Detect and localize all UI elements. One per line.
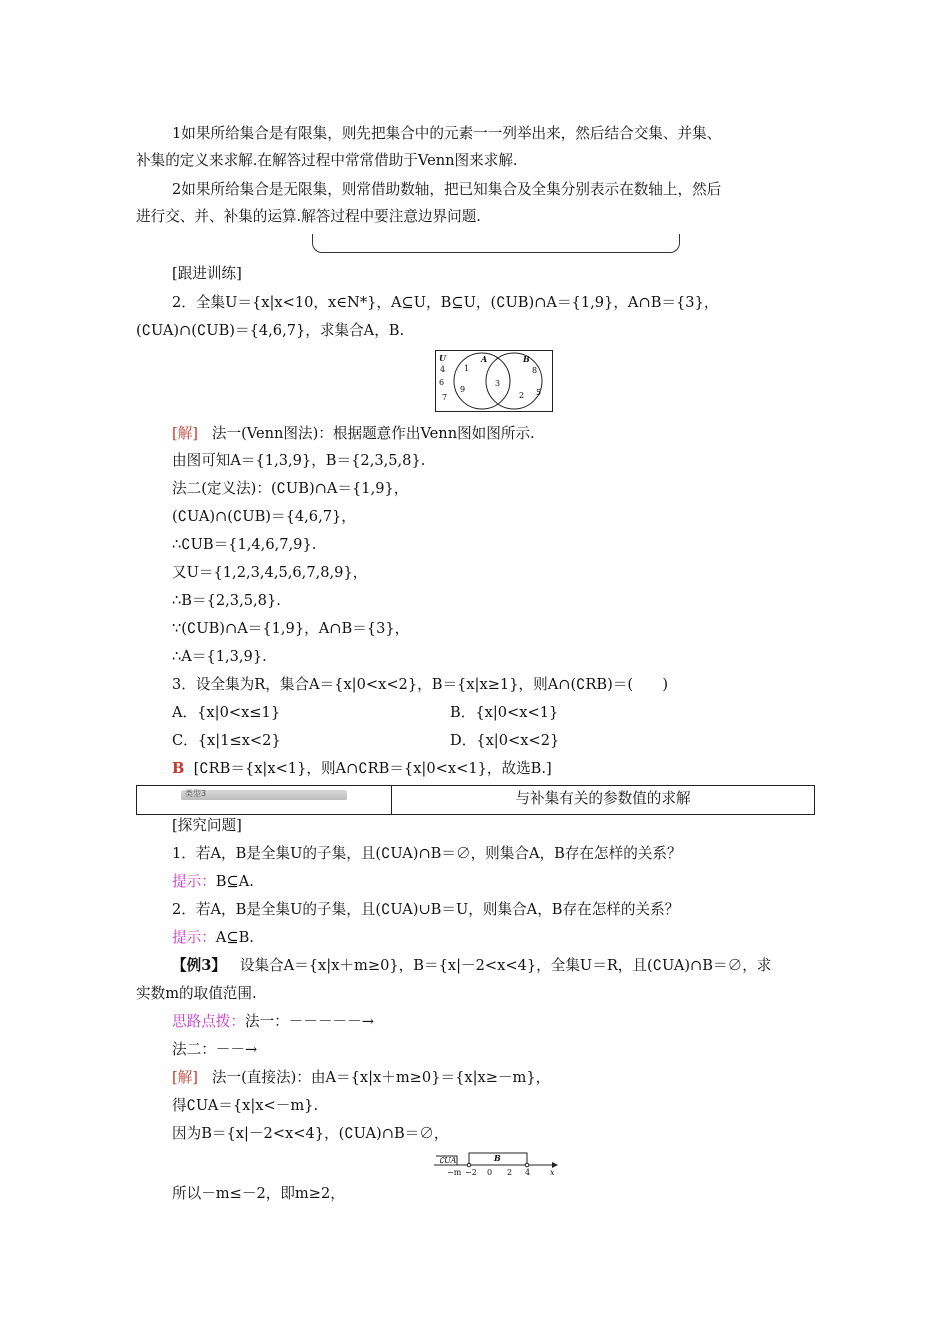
- explore-question-2: 2．若A，B是全集U的子集，且(∁UA)∪B＝U，则集合A，B存在怎样的关系？: [172, 901, 680, 918]
- universal-set-rect: [436, 351, 553, 412]
- solution-line-5: ∴∁UB＝{1,4,6,7,9}.: [172, 536, 317, 553]
- example-hint-2: 法二：－－→: [172, 1041, 258, 1058]
- practice-question-3: 3．设全集为R，集合A＝{x|0<x<2}，B＝{x|x≥1}，则A∩(∁RB)＝( ): [172, 676, 669, 693]
- explore-question-1: 1．若A，B是全集U的子集，且(∁UA)∩B＝∅，则集合A，B存在怎样的关系？: [172, 845, 682, 862]
- solution-line-3: 法二(定义法)：(∁UB)∩A＝{1,9}，: [172, 480, 409, 497]
- explore-hint-1: 提示：B⊆A.: [172, 873, 254, 890]
- practice-question-2-cont: (∁UA)∩(∁UB)＝{4,6,7}，求集合A，B.: [136, 322, 405, 339]
- option-d: D．{x|0<x<2}: [450, 732, 560, 749]
- venn-outside-2: 6: [439, 378, 445, 387]
- intro-number-2: 2: [172, 181, 182, 198]
- solution-line-8: ∵(∁UB)∩A＝{1,9}，A∩B＝{3}，: [172, 620, 410, 637]
- practice-heading: [跟进训练]: [172, 265, 242, 282]
- venn-label-u: U: [439, 353, 446, 363]
- solution-line-9: ∴A＝{1,3,9}.: [172, 648, 267, 665]
- example-hint: 思路点拨：法一：－－－－－→: [172, 1013, 374, 1030]
- example-solution-2: 得∁UA＝{x|x<－m}.: [172, 1097, 319, 1114]
- example-solution-3: 因为B＝{x|－2<x<4}，(∁UA)∩B＝∅，: [172, 1125, 449, 1142]
- section-header-bar: [136, 785, 815, 815]
- practice-question-2: 2．全集U＝{x|x<10，x∈N*}，A⊆U，B⊆U，(∁UB)∩A＝{1,9}，A∩B＝{3}，: [172, 294, 719, 311]
- number-line-diagram: [432, 1148, 562, 1178]
- venn-outside-1: 4: [440, 365, 446, 374]
- intro-paragraph-1-cont: 补集的定义来求解.在解答过程中常常借助于Venn图来求解.: [136, 152, 518, 169]
- open-point-left: [467, 1163, 471, 1167]
- option-b: B．{x|0<x<1}: [450, 704, 559, 721]
- solution-line-4: (∁UA)∩(∁UB)＝{4,6,7}，: [172, 508, 356, 525]
- tick-2: 2: [507, 1168, 513, 1177]
- venn-label-b: B: [523, 354, 530, 364]
- venn-outside-3: 7: [442, 393, 448, 402]
- hint-label: 提示：: [172, 873, 216, 890]
- example-3-cont: 实数m的取值范围.: [136, 985, 257, 1002]
- hint-label: 思路点拨：: [172, 1013, 245, 1030]
- hint-label: 提示：: [172, 929, 216, 946]
- section-tag-text: 类型3: [185, 789, 207, 798]
- venn-label-a: A: [481, 354, 488, 364]
- venn-both-1: 3: [495, 379, 501, 388]
- answer-letter: B: [172, 760, 185, 777]
- explore-heading: [探究问题]: [172, 817, 242, 834]
- summary-box-bracket: [312, 234, 680, 253]
- option-a: A．{x|0<x≤1}: [172, 704, 281, 721]
- venn-b-only-1: 8: [532, 366, 538, 375]
- solution-line-7: ∴B＝{2,3,5,8}.: [172, 592, 281, 609]
- example-solution-1: [解] 法一(直接法)：由A＝{x|x＋m≥0}＝{x|x≥－m}，: [172, 1069, 551, 1086]
- intro-paragraph-2-cont: 进行交、并、补集的运算.解答过程中要注意边界问题.: [136, 208, 481, 225]
- axis-x-label: x: [550, 1168, 555, 1177]
- example-3: 【例3】 设集合A＝{x|x＋m≥0}，B＝{x|－2<x<4}，全集U＝R，且(∁UA)∩B＝∅，求: [172, 957, 772, 974]
- solution-line-2: 由图可知A＝{1,3,9}，B＝{2,3,5,8}.: [172, 452, 426, 469]
- tick-4: 4: [525, 1168, 531, 1177]
- venn-b-only-2: 5: [536, 388, 542, 397]
- solution-line-6: 又U＝{1,2,3,4,5,6,7,8,9}，: [172, 564, 368, 581]
- b-label: B: [494, 1153, 501, 1163]
- solution-tag: [解]: [172, 425, 198, 442]
- option-c: C．{x|1≤x<2}: [172, 732, 281, 749]
- tick-0: 0: [487, 1168, 493, 1177]
- example-solution-4: 所以－m≤－2，即m≥2，: [172, 1185, 345, 1202]
- solution-tag: [解]: [172, 1069, 198, 1086]
- example-tag: 【例3】: [172, 957, 226, 974]
- tick-minus-m: −m: [447, 1168, 462, 1177]
- intro-paragraph-2: 2如果所给集合是无限集，则常借助数轴，把已知集合及全集分别表示在数轴上，然后: [172, 181, 722, 198]
- answer-line: B [∁RB＝{x|x<1}，则A∩∁RB＝{x|0<x<1}，故选B.]: [172, 760, 552, 777]
- explore-hint-2: 提示：A⊆B.: [172, 929, 254, 946]
- venn-a-only-2: 9: [460, 385, 466, 394]
- solution-line-1: [解] 法一(Venn图法)：根据题意作出Venn图如图所示.: [172, 425, 535, 442]
- cua-label: ∁UA: [439, 1156, 457, 1165]
- section-tag-cell: [137, 786, 392, 814]
- venn-b-only-3: 2: [519, 391, 525, 400]
- tick-minus-2: −2: [465, 1168, 477, 1177]
- intro-number-1: 1: [172, 125, 182, 142]
- venn-a-only-1: 1: [464, 364, 470, 373]
- intro-paragraph-1: 1如果所给集合是有限集，则先把集合中的元素一一列举出来，然后结合交集、并集、: [172, 125, 722, 142]
- open-point-right: [525, 1163, 529, 1167]
- venn-diagram: [435, 350, 553, 412]
- section-title: 与补集有关的参数值的求解: [515, 790, 691, 807]
